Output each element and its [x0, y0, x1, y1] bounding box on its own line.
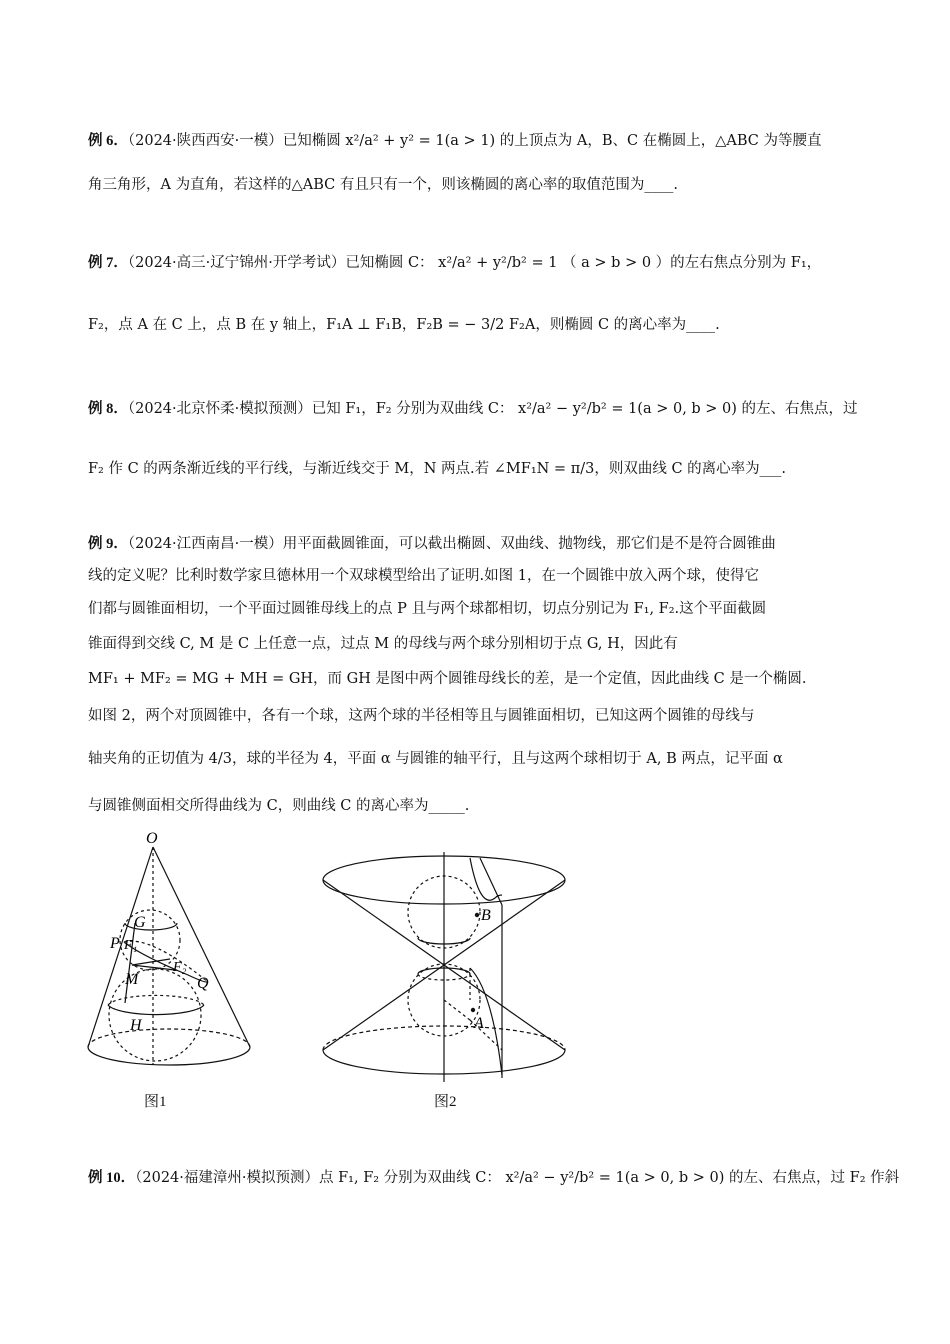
point-A [471, 1008, 475, 1012]
small-sphere-tangent-circle [125, 923, 177, 930]
label-F2: F₂ [173, 960, 187, 975]
label-O: O [146, 830, 158, 847]
label-M: M [125, 971, 139, 988]
label-A: A [474, 1015, 484, 1032]
generatrix-through-M [124, 923, 138, 1003]
example-6-line-1: 例 6．（2024·陕西西安·一模）已知椭圆 x²/a² + y² = 1(a > 1) 的上顶点为 A，B、C 在椭圆上，△ABC 为等腰直 [88, 133, 822, 149]
example-7-line-1: 例 7．（2024·高三·辽宁锦州·开学考试）已知椭圆 C： x²/a² + y²/b² = 1 （ a > b > 0 ）的左右焦点分别为 F₁， [88, 255, 822, 271]
example-6-line-2: 角三角形，A 为直角，若这样的△ABC 有且只有一个，则该椭圆的离心率的取值范围为____. [88, 177, 678, 193]
example-7-label: 例 7． [88, 255, 128, 271]
label-F1: F₁ [124, 938, 138, 953]
example-9-line-5: MF₁ + MF₂ = MG + MH = GH，而 GH 是图中两个圆锥母线长的差，是一个定值，因此曲线 C 是一个椭圆. [88, 671, 807, 687]
example-9-line-6: 如图 2，两个对顶圆锥中，各有一个球，这两个球的半径相等且与圆锥面相切，已知这两个圆锥的母线与 [88, 708, 755, 724]
large-sphere-tangent-circle [108, 1005, 204, 1015]
label-B: B [481, 907, 491, 924]
figure-2-double-cone-diagram [320, 850, 580, 1090]
example-7-line-2: F₂，点 A 在 C 上，点 B 在 y 轴上，F₁A ⊥ F₁B，F₂B = − 3/2 F₂A，则椭圆 C 的离心率为____. [88, 317, 720, 333]
example-10-line-1: 例 10．（2024·福建漳州·模拟预测）点 F₁, F₂ 分别为双曲线 C： x²/a² − y²/b² = 1(a > 0, b > 0) 的左、右焦点，过 F₂ 作斜 [88, 1170, 900, 1186]
figure-1-caption: 图1 [144, 1094, 167, 1110]
example-8-line-2: F₂ 作 C 的两条渐近线的平行线，与渐近线交于 M，N 两点.若 ∠MF₁N = π/3，则双曲线 C 的离心率为___. [88, 461, 787, 477]
example-9-line-7: 轴夹角的正切值为 4/3，球的半径为 4，平面 α 与圆锥的轴平行，且与这两个球相切于 A, B 两点，记平面 α [88, 751, 783, 767]
example-9-label: 例 9． [88, 536, 128, 552]
label-Q: Q [197, 975, 209, 992]
example-10-label: 例 10． [88, 1170, 136, 1186]
example-9-line-4: 锥面得到交线 C, M 是 C 上任意一点，过点 M 的母线与两个球分别相切于点 G, H，因此有 [88, 636, 678, 652]
example-8-line-1: 例 8．（2024·北京怀柔·模拟预测）已知 F₁，F₂ 分别为双曲线 C： x²/a² − y²/b² = 1(a > 0, b > 0) 的左、右焦点，过 [88, 401, 858, 417]
example-9-line-3: 们都与圆锥面相切，一个平面过圆锥母线上的点 P 且与两个球都相切，切点分别记为 F₁, F₂.这个平面截圆 [88, 601, 767, 617]
figure-2-caption: 图2 [434, 1094, 457, 1110]
label-G: G [134, 914, 146, 931]
example-8-label: 例 8． [88, 401, 128, 417]
example-6-label: 例 6． [88, 133, 128, 149]
plane-top-edge [480, 858, 502, 905]
point-B [475, 913, 479, 917]
cone-base-front [88, 1047, 250, 1065]
label-P: P [110, 935, 120, 952]
figure-1-cone-diagram [80, 825, 260, 1095]
example-9-line-2: 线的定义呢？比利时数学家旦德林用一个双球模型给出了证明.如图 1，在一个圆锥中放入两个球，使得它 [88, 568, 759, 584]
label-H: H [130, 1017, 142, 1034]
cone-left-generatrix [88, 847, 153, 1047]
example-9-line-1: 例 9．（2024·江西南昌·一模）用平面截圆锥面，可以截出椭圆、双曲线、抛物线，那它们是不是符合圆锥曲 [88, 536, 776, 552]
example-9-line-8: 与圆锥侧面相交所得曲线为 C，则曲线 C 的离心率为_____. [88, 798, 470, 814]
